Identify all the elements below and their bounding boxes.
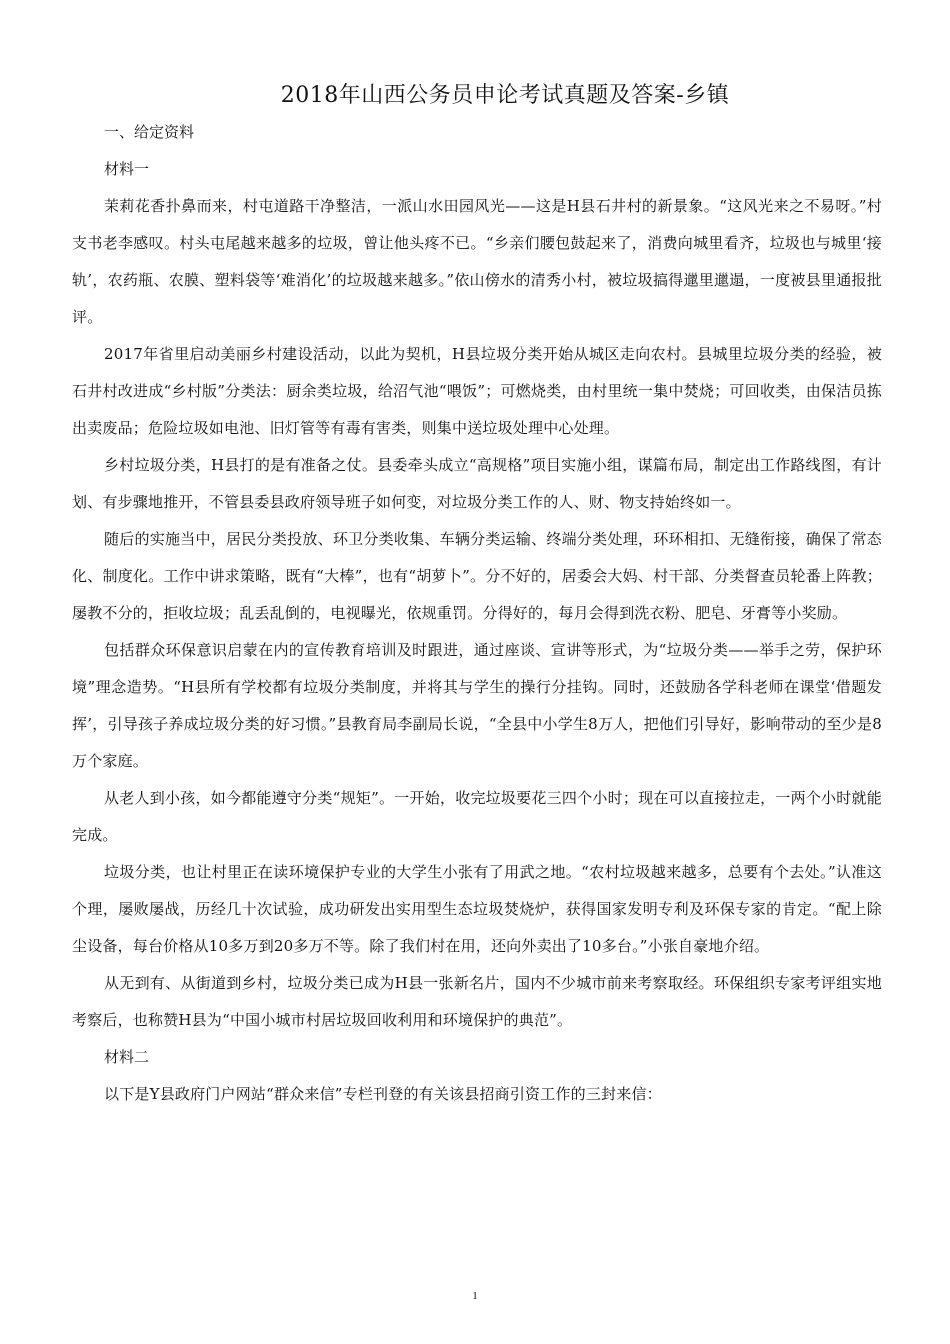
material-one-label: 材料一 xyxy=(104,160,150,178)
paragraph: 随后的实施当中，居民分类投放、环卫分类收集、车辆分类运输、终端分类处理，环环相扣、无缝衔接，确保了常态化、制度化。工作中讲求策略，既有“大棒”，也有“胡萝卜”。分不好的，居委会大妈、村干部、分类督查员轮番上阵教；屡教不分的，拒收垃圾；乱丢乱倒的，电视曝光，依规重罚。分得好的，每月会得到洗衣粉、肥皂、牙膏等小奖励。 xyxy=(72,530,882,622)
document-body xyxy=(72,114,882,1113)
paragraph: 茉莉花香扑鼻而来，村屯道路干净整洁，一派山水田园风光——这是H县石井村的新景象。“这风光来之不易呀。”村支书老李感叹。村头屯尾越来越多的垃圾，曾让他头疼不已。“乡亲们腰包鼓起来了，消费向城里看齐，垃圾也与城里‘接轨’，农药瓶、农膜、塑料袋等‘难消化’的垃圾越来越多。”依山傍水的清秀小村，被垃圾搞得邋里邋遢，一度被县里通报批评。 xyxy=(72,197,882,326)
paragraph: 从老人到小孩，如今都能遵守分类“规矩”。一开始，收完垃圾要花三四个小时；现在可以直接拉走，一两个小时就能完成。 xyxy=(72,789,882,844)
paragraph: 垃圾分类，也让村里正在读环境保护专业的大学生小张有了用武之地。“农村垃圾越来越多，总要有个去处。”认准这个理，屡败屡战，历经几十次试验，成功研发出实用型生态垃圾焚烧炉，获得国家发明专利及环保专家的肯定。“配上除尘设备，每台价格从10多万到20多万不等。除了我们村在用，还向外卖出了10多台。”小张自豪地介绍。 xyxy=(72,863,882,955)
section-heading: 一、给定资料 xyxy=(104,123,195,141)
paragraph: 2017年省里启动美丽乡村建设活动，以此为契机，H县垃圾分类开始从城区走向农村。县城里垃圾分类的经验，被石井村改进成“乡村版”分类法：厨余类垃圾，给沼气池“喂饭”；可燃烧类，由村里统一集中焚烧；可回收类，由保洁员拣出卖废品；危险垃圾如电池、旧灯管等有毒有害类，则集中送垃圾处理中心处理。 xyxy=(72,345,882,437)
paragraph: 从无到有、从街道到乡村，垃圾分类已成为H县一张新名片，国内不少城市前来考察取经。环保组织专家考评组实地考察后，也称赞H县为“中国小城市村居垃圾回收利用和环境保护的典范”。 xyxy=(72,974,882,1029)
paragraph: 乡村垃圾分类，H县打的是有准备之仗。县委牵头成立“高规格”项目实施小组，谋篇布局，制定出工作路线图，有计划、有步骤地推开，不管县委县政府领导班子如何变，对垃圾分类工作的人、财、物支持始终如一。 xyxy=(72,456,882,511)
page-number: 1 xyxy=(472,1290,478,1302)
material-two-label: 材料二 xyxy=(104,1048,150,1066)
material-two-intro: 以下是Y县政府门户网站“群众来信”专栏刊登的有关该县招商引资工作的三封来信： xyxy=(104,1085,662,1103)
paragraph: 包括群众环保意识启蒙在内的宣传教育培训及时跟进，通过座谈、宣讲等形式，为“垃圾分类——举手之劳，保护环境”理念造势。“H县所有学校都有垃圾分类制度，并将其与学生的操行分挂钩。同时，还鼓励各学科老师在课堂‘借题发挥’，引导孩子养成垃圾分类的好习惯。”县教育局李副局长说，“全县中小学生8万人，把他们引导好，影响带动的至少是8万个家庭。 xyxy=(72,641,882,770)
document-title: 2018年山西公务员申论考试真题及答案-乡镇 xyxy=(280,83,730,108)
